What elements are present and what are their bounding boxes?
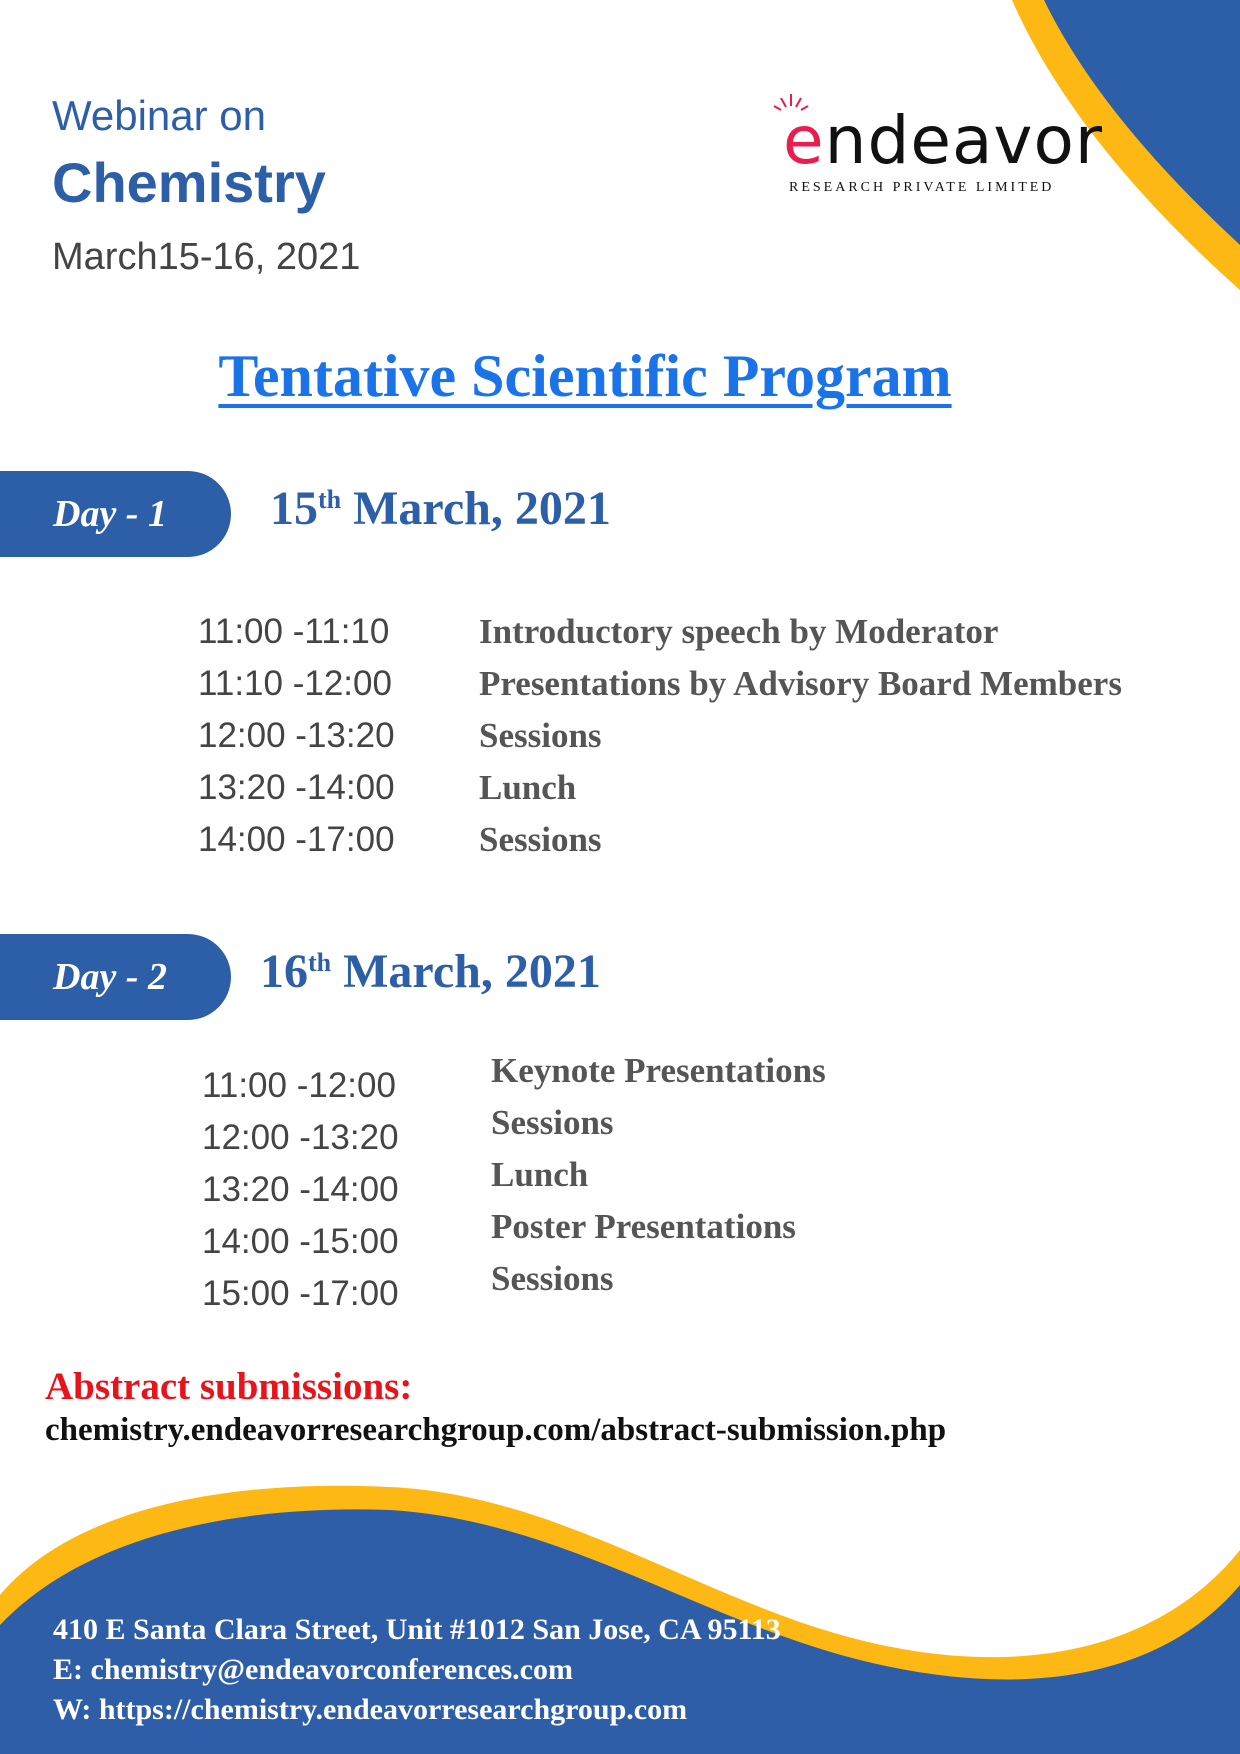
schedule-time: 11:00 -11:10 <box>198 612 390 651</box>
schedule-activity: Poster Presentations <box>491 1207 796 1246</box>
schedule-time: 15:00 -17:00 <box>202 1274 399 1313</box>
schedule-time: 14:00 -17:00 <box>198 820 395 859</box>
day-2-date: 16th March, 2021 <box>260 945 601 998</box>
webinar-subject: Chemistry <box>52 151 326 214</box>
footer-email[interactable]: E: chemistry@endeavorconferences.com <box>53 1653 573 1686</box>
logo-wordmark: endeavor <box>783 102 1103 179</box>
schedule-time: 13:20 -14:00 <box>198 768 395 807</box>
webinar-dates: March15-16, 2021 <box>52 236 361 278</box>
schedule-time: 11:10 -12:00 <box>198 664 392 703</box>
schedule-activity: Sessions <box>479 716 602 755</box>
schedule-activity: Keynote Presentations <box>491 1051 826 1090</box>
day-1-badge: Day - 1 <box>0 471 231 557</box>
schedule-activity: Sessions <box>491 1103 614 1142</box>
schedule-activity: Introductory speech by Moderator <box>479 612 999 651</box>
page-title: Tentative Scientific Program <box>218 343 952 409</box>
footer-website[interactable]: W: https://chemistry.endeavorresearchgroup.com <box>53 1693 688 1726</box>
schedule-activity: Presentations by Advisory Board Members <box>479 664 1122 703</box>
logo-tagline: RESEARCH PRIVATE LIMITED <box>789 180 1055 195</box>
schedule-time: 11:00 -12:00 <box>202 1066 396 1105</box>
schedule-time: 13:20 -14:00 <box>202 1170 399 1209</box>
schedule-activity: Sessions <box>491 1259 614 1298</box>
webinar-prefix: Webinar on <box>52 92 267 139</box>
endeavor-logo <box>771 92 1103 202</box>
abstract-submission-link[interactable]: chemistry.endeavorresearchgroup.com/abstract-submission.php <box>45 1412 947 1448</box>
day-2-badge: Day - 2 <box>0 934 231 1020</box>
schedule-activity: Lunch <box>491 1155 589 1194</box>
day-1-date: 15th March, 2021 <box>270 482 611 535</box>
schedule-activity: Lunch <box>479 768 577 807</box>
abstract-submissions-label: Abstract submissions: <box>45 1365 413 1408</box>
schedule-time: 14:00 -15:00 <box>202 1222 399 1261</box>
schedule-activity: Sessions <box>479 820 602 859</box>
footer-address: 410 E Santa Clara Street, Unit #1012 San Jose, CA 95113 <box>53 1613 781 1646</box>
schedule-time: 12:00 -13:20 <box>198 716 395 755</box>
schedule-time: 12:00 -13:20 <box>202 1118 399 1157</box>
